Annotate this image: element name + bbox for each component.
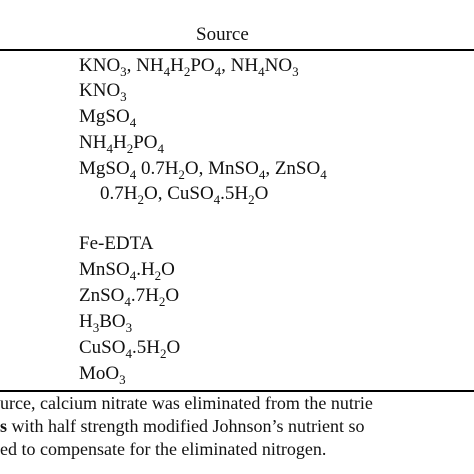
formula-subscript: 3 [119,372,126,387]
formula-text: 0.7H [100,183,138,204]
footnote-line-3 [0,438,326,460]
formula-text: BO [99,311,126,332]
formula-text: H [170,55,184,76]
footnote-line-2 [0,415,364,437]
footnote-text-1: urce, calcium nitrate was eliminated from the nutrie [0,393,373,413]
formula-text: , NH [126,55,164,76]
formula-text: NH [79,132,107,153]
formula-subscript: 2 [248,192,255,207]
header-rule [0,49,474,51]
formula-subscript: 2 [154,268,162,283]
source-row [79,157,327,181]
formula-text: NO [264,55,293,76]
formula-subscript: 3 [120,64,127,79]
formula-text: O [254,183,269,204]
footnote-bold-fragment: s [0,416,8,436]
source-row [79,232,153,256]
formula-subscript: 4 [258,64,265,79]
formula-text: CuSO [79,337,126,358]
formula-subscript: 3 [120,89,127,104]
footnote-text-3: ed to compensate for the eliminated nitrogen. [0,439,327,459]
source-row [79,310,132,334]
formula-text: , NH [221,55,259,76]
source-row [79,284,179,308]
formula-subscript: 3 [92,320,100,335]
formula-subscript: 4 [157,141,164,156]
formula-subscript: 2 [183,64,191,79]
column-header-source: Source [196,24,249,45]
formula-text: ZnSO [79,285,125,306]
formula-subscript: 4 [129,115,137,130]
source-row [79,131,164,155]
formula-text: .H [136,259,155,280]
formula-text: PO [190,55,215,76]
formula-text: KNO [79,80,121,101]
formula-subscript: 2 [178,167,185,182]
formula-text: MoO [79,363,120,384]
formula-subscript: 4 [258,167,266,182]
formula-text: PO [133,132,158,153]
formula-subscript: 4 [163,64,171,79]
formula-subscript: 3 [292,64,299,79]
formula-text: O [161,259,175,280]
formula-text: O [165,285,180,306]
source-row [79,362,126,386]
formula-text: O, MnSO [184,158,259,179]
formula-text: .5H [131,337,160,358]
formula-text: MgSO [79,106,130,127]
source-row [79,336,180,360]
formula-subscript: 4 [320,167,327,182]
source-row [79,54,299,78]
footnote-line-1 [0,392,373,414]
formula-subscript: 4 [125,346,132,361]
source-row [79,105,136,129]
footnote-text-2: with half strength modified Johnson’s nutrient so [7,416,365,436]
formula-text: H [79,311,93,332]
formula-text: O [166,337,181,358]
formula-subscript: 4 [213,192,221,207]
formula-subscript: 2 [158,294,166,309]
formula-text: , ZnSO [265,158,321,179]
formula-subscript: 4 [129,167,137,182]
formula-text: KNO [79,55,121,76]
formula-subscript: 2 [137,192,144,207]
formula-text: MnSO [79,259,130,280]
source-row [79,258,175,282]
table-header [0,22,474,48]
formula-subscript: 4 [129,268,137,283]
formula-subscript: 4 [124,294,131,309]
formula-subscript: 4 [106,141,113,156]
formula-text: .5H [220,183,249,204]
formula-subscript: 4 [214,64,222,79]
source-row [100,182,268,206]
formula-subscript: 2 [126,141,134,156]
source-row [79,79,127,103]
formula-text: Fe-EDTA [79,233,154,254]
formula-text: H [112,132,127,153]
formula-text: O, CuSO [143,183,214,204]
formula-text: .7H [130,285,159,306]
formula-subscript: 2 [159,346,167,361]
formula-text: 0.7H [136,158,179,179]
formula-text: MgSO [79,158,130,179]
formula-subscript: 3 [125,320,133,335]
